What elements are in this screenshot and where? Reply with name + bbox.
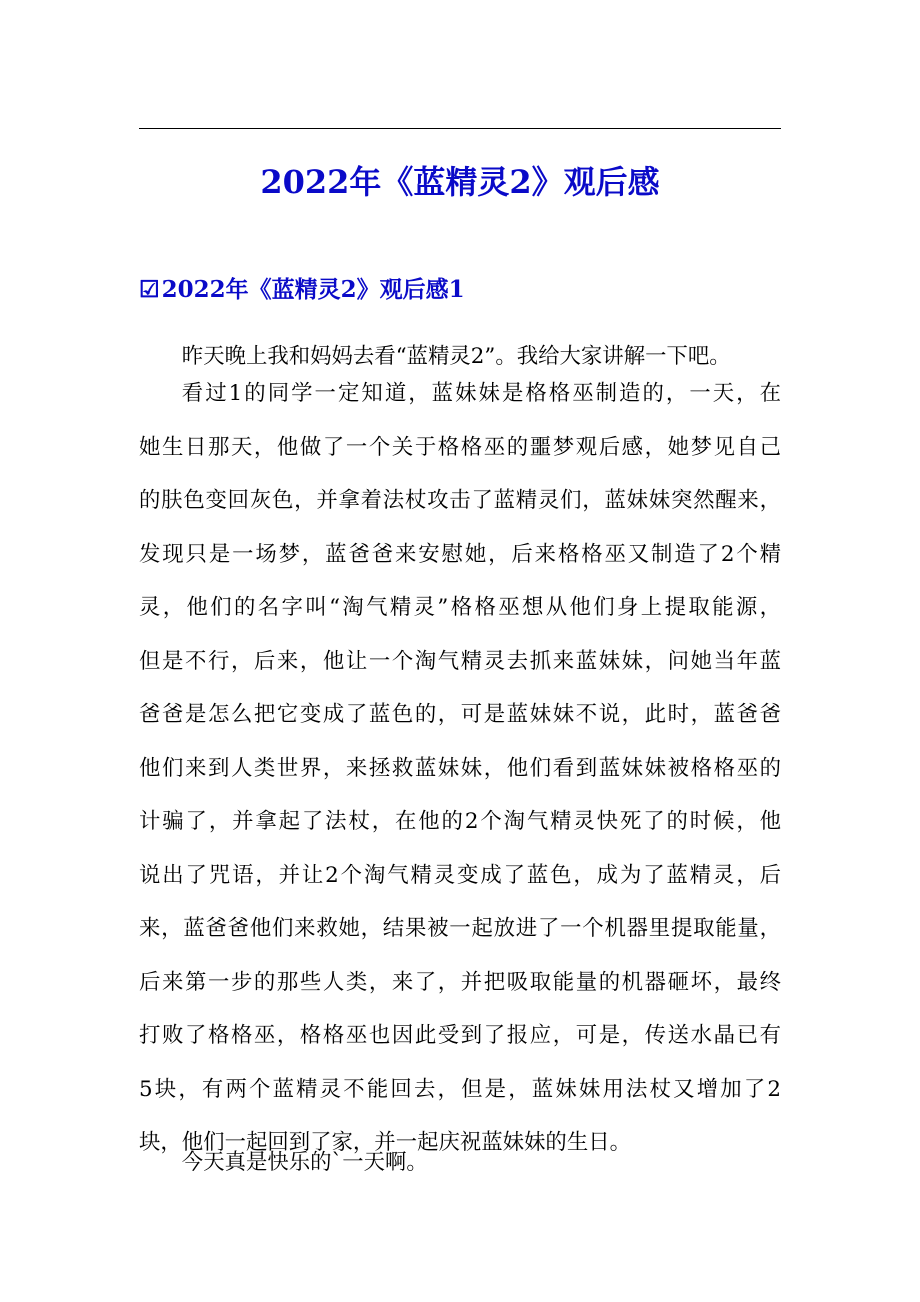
story-line: 打败了格格巫，格格巫也因此受到了报应，可是，传送水晶已有	[139, 1023, 781, 1048]
paragraph-intro: 昨天晚上我和妈妈去看“蓝精灵2”。我给大家讲解一下吧。	[181, 344, 731, 369]
story-line: 后来第一步的那些人类，来了，并把吸取能量的机器砸坏，最终	[139, 969, 781, 995]
story-line: 发现只是一场梦，蓝爸爸来安慰她，后来格格巫又制造了2个精	[139, 541, 781, 567]
story-line: 爸爸是怎么把它变成了蓝色的，可是蓝妹妹不说，此时，蓝爸爸	[139, 702, 781, 727]
paragraph-story	[139, 367, 781, 1170]
story-line: 但是不行，后来，他让一个淘气精灵去抓来蓝妹妹，问她当年蓝	[139, 648, 781, 674]
section-heading	[139, 274, 465, 306]
story-line: 计骗了，并拿起了法杖，在他的2个淘气精灵快死了的时候，他	[139, 809, 781, 834]
document-title: 2022年《蓝精灵2》观后感	[260, 163, 660, 201]
header-divider	[139, 128, 781, 129]
story-line: 块，他们一起回到了家，并一起庆祝蓝妹妹的生日。	[139, 1130, 631, 1155]
paragraph-closing: 今天真是快乐的`一天啊。	[181, 1150, 428, 1175]
section-heading-text: 2022年《蓝精灵2》观后感1	[161, 276, 465, 303]
story-line: 看过1的同学一定知道，蓝妹妹是格格巫制造的，一天，在	[181, 381, 781, 406]
story-line: 灵，他们的名字叫“淘气精灵”格格巫想从他们身上提取能源，	[139, 595, 781, 620]
story-line: 5块，有两个蓝精灵不能回去，但是，蓝妹妹用法杖又增加了2	[139, 1076, 781, 1102]
checkbox-checked-icon: ☑	[139, 276, 160, 303]
story-line: 的肤色变回灰色，并拿着法杖攻击了蓝精灵们，蓝妹妹突然醒来，	[139, 488, 781, 513]
story-line: 他们来到人类世界，来拯救蓝妹妹，他们看到蓝妹妹被格格巫的	[139, 755, 781, 781]
story-line: 来，蓝爸爸他们来救她，结果被一起放进了一个机器里提取能量，	[139, 916, 781, 941]
story-line: 说出了咒语，并让2个淘气精灵变成了蓝色，成为了蓝精灵，后	[139, 862, 781, 888]
story-line: 她生日那天，他做了一个关于格格巫的噩梦观后感，她梦见自己	[139, 434, 781, 460]
